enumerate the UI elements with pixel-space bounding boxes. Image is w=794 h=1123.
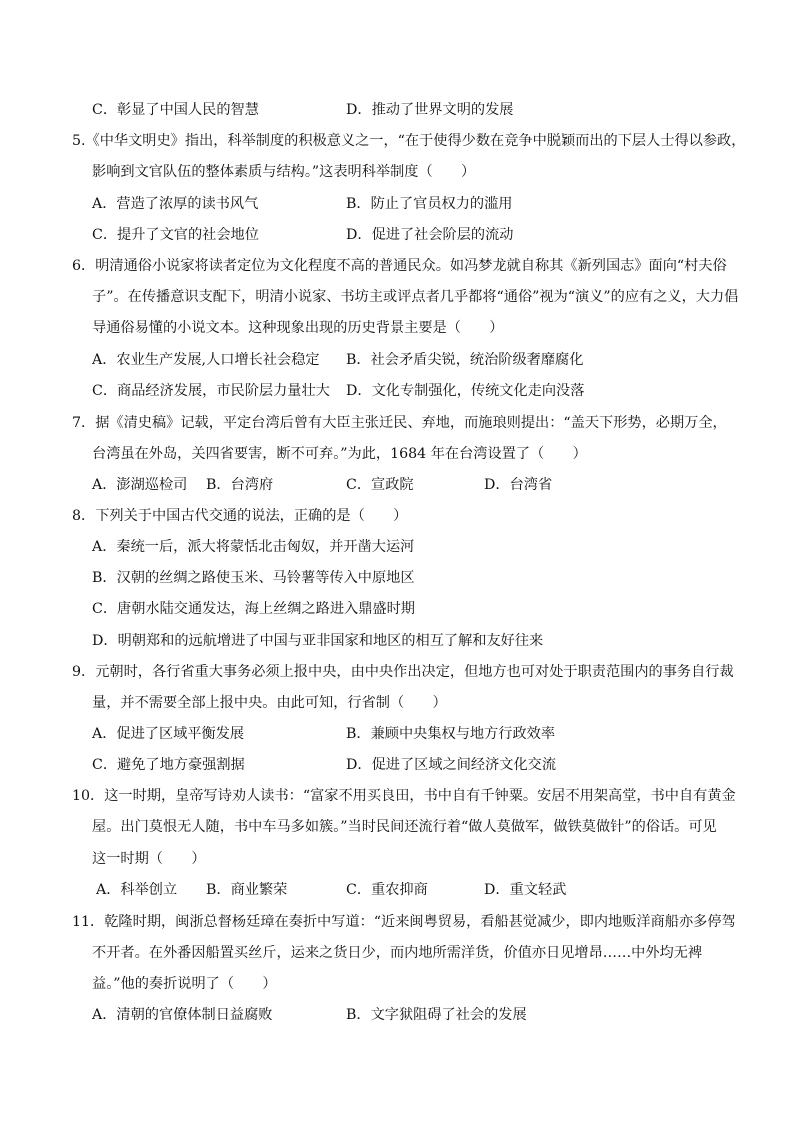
q5-option-b: B．防止了官员权力的滥用 — [346, 196, 513, 212]
q6-stem-line-2: 子”。在传播意识支配下，明清小说家、书坊主或评点者几乎都将“通俗”视为“演义”的应有之义，大力倡 — [92, 289, 739, 305]
q10-option-b: B．商业繁荣 — [206, 882, 288, 898]
q8-option-b: B．汉朝的丝绸之路使玉米、马铃薯等传入中原地区 — [92, 570, 415, 586]
q7-option-b: B．台湾府 — [206, 477, 274, 493]
q11-stem-line-1: 11．乾隆时期，闽浙总督杨廷璋在奏折中写道：“近来闽粤贸易，看船甚觉减少，即内地贩洋商船亦多停驾 — [72, 914, 736, 930]
q8-option-c: C．唐朝水陆交通发达，海上丝绸之路进入鼎盛时期 — [92, 601, 415, 617]
q5-option-d: D．促进了社会阶层的流动 — [346, 227, 514, 243]
q8-option-a: A．秦统一后，派大将蒙恬北击匈奴，并开凿大运河 — [92, 539, 415, 555]
q10-option-c: C．重农抑商 — [346, 882, 428, 898]
q5-stem-line-1: 5.《中华文明史》指出，科举制度的积极意义之一，“在于使得少数在竞争中脱颖而出的下层人士得以参政， — [72, 133, 746, 149]
q8-option-d: D．明朝郑和的远航增进了中国与亚非国家和地区的相互了解和友好往来 — [92, 633, 544, 649]
q10-stem-line-2: 屋。出门莫恨无人随，书中车马多如簇。”当时民间还流行着“做人莫做军，做铁莫做针”的俗话。可见 — [92, 819, 717, 835]
q10-stem-line-1: 10．这一时期，皇帝写诗劝人读书：“富家不用买良田，书中自有千钟粟。安居不用架高堂，书中自有黄金 — [72, 788, 736, 804]
q7-option-d: D．台湾省 — [484, 477, 553, 493]
q5-option-a: A．营造了浓厚的读书风气 — [92, 196, 259, 212]
q4-option-c: C．彰显了中国人民的智慧 — [92, 102, 259, 118]
q7-stem-line-2: 台湾虽在外岛，关四省要害，断不可弃。”为此，1684 年在台湾设置了（ ） — [92, 446, 587, 462]
q10-option-d: D．重文轻武 — [484, 882, 567, 898]
q10-stem-line-3: 这一时期（ ） — [92, 851, 206, 867]
q7-stem-line-1: 7．据《清史稿》记载，平定台湾后曾有大臣主张迁民、弃地，而施琅则提出：“盖天下形势，必期万全， — [72, 415, 727, 431]
q6-option-a: A．农业生产发展,人口增长社会稳定 — [92, 352, 320, 368]
q5-option-c: C．提升了文官的社会地位 — [92, 227, 259, 243]
q11-stem-line-3: 益。”他的奏折说明了（ ） — [92, 976, 277, 992]
q6-option-b: B．社会矛盾尖锐，统治阶级奢靡腐化 — [346, 352, 584, 368]
q9-option-a: A．促进了区域平衡发展 — [92, 726, 245, 742]
q11-option-a: A．清朝的官僚体制日益腐败 — [92, 1007, 273, 1023]
q9-option-b: B．兼顾中央集权与地方行政效率 — [346, 726, 556, 742]
q9-stem-line-1: 9．元朝时，各行省重大事务必须上报中央，由中央作出决定，但地方也可对处于职责范围内的事务自行裁 — [72, 664, 734, 680]
q8-stem-line-1: 8．下列关于中国古代交通的说法，正确的是（ ） — [72, 508, 408, 524]
q7-option-a: A．澎湖巡检司 — [92, 477, 188, 493]
q11-option-b: B．文字狱阻碍了社会的发展 — [346, 1007, 527, 1023]
q11-stem-line-2: 不开者。在外番因船置买丝斤，运来之货日少，而内地所需洋货，价值亦日见增昂……中外均无裨 — [92, 945, 703, 961]
q6-stem-line-1: 6．明清通俗小说家将读者定位为文化程度不高的普通民众。如冯梦龙就自称其《新列国志》面向“村夫俗 — [72, 258, 727, 274]
q9-option-d: D．促进了区域之间经济文化交流 — [346, 757, 557, 773]
q10-option-a: A．科举创立 — [96, 882, 178, 898]
q9-option-c: C．避免了地方豪强割据 — [92, 757, 245, 773]
q6-option-c: C．商品经济发展，市民阶层力量壮大 — [92, 383, 330, 399]
q9-stem-line-2: 量，并不需要全部上报中央。由此可知，行省制（ ） — [92, 695, 447, 711]
q6-stem-line-3: 导通俗易懂的小说文本。这种现象出现的历史背景主要是（ ） — [92, 320, 504, 336]
q5-stem-line-2: 影响到文官队伍的整体素质与结构。”这表明科举制度（ ） — [92, 164, 476, 180]
q7-option-c: C．宣政院 — [346, 477, 414, 493]
q4-option-d: D．推动了世界文明的发展 — [346, 102, 514, 118]
q6-option-d: D．文化专制强化，传统文化走向没落 — [346, 383, 585, 399]
